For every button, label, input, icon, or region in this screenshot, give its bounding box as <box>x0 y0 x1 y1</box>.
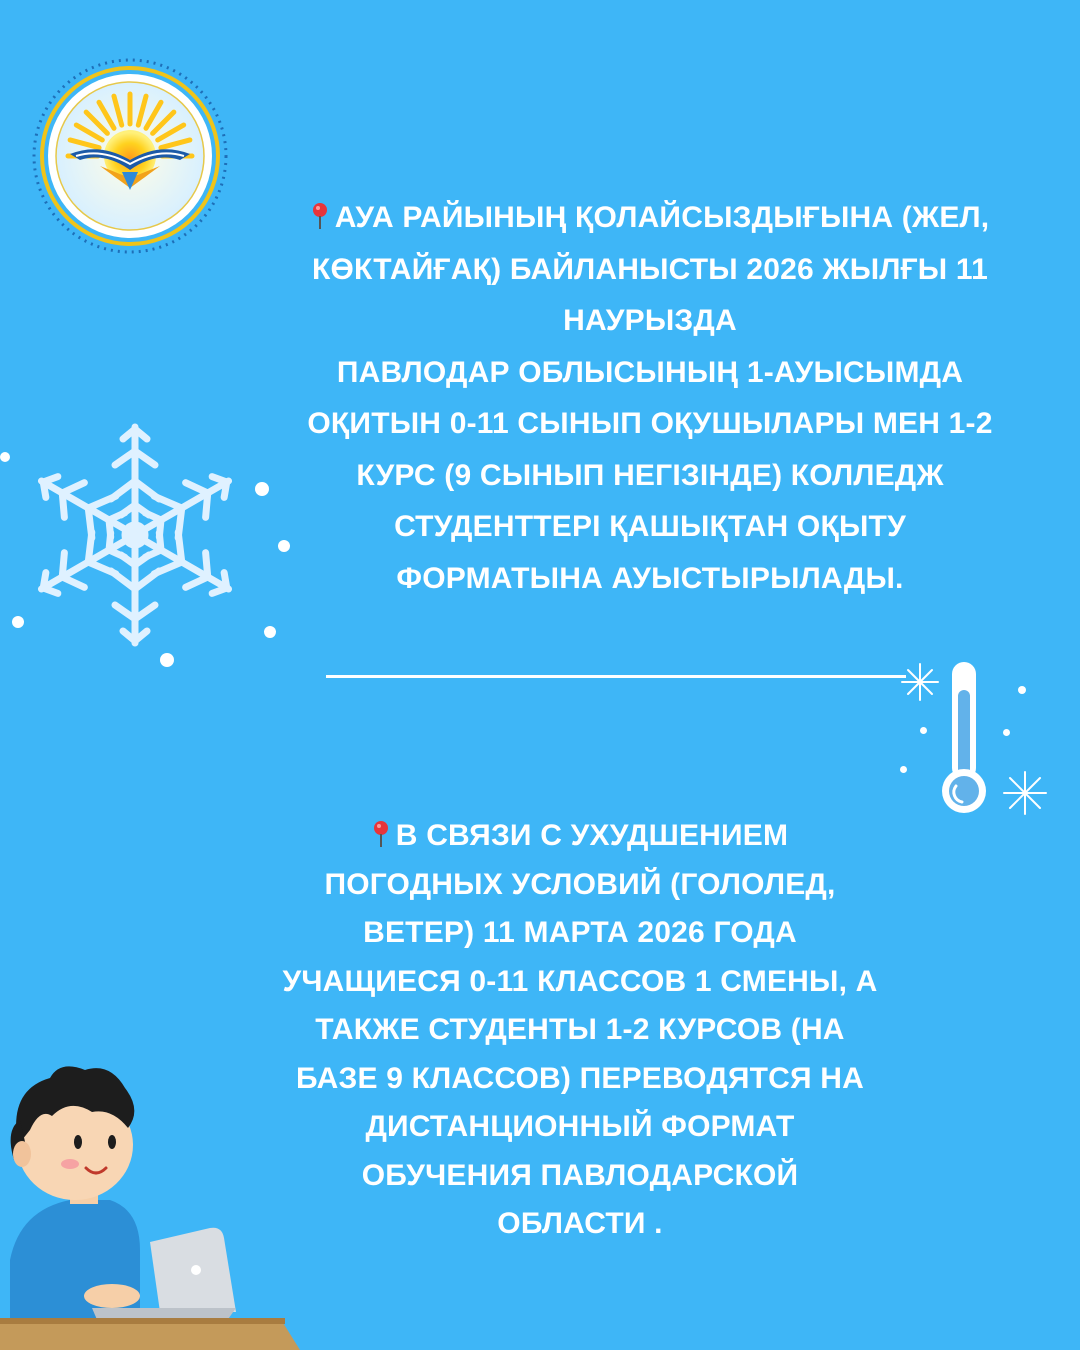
notice-line: УЧАЩИЕСЯ 0-11 КЛАССОВ 1 СМЕНЫ, А <box>282 964 878 998</box>
notice-line: ОБЛАСТИ . <box>497 1207 663 1240</box>
notice-line: КУРС (9 СЫНЫП НЕГІЗІНДЕ) КОЛЛЕДЖ <box>356 458 944 492</box>
notice-line-text: АУА РАЙЫНЫҢ ҚОЛАЙСЫЗДЫҒЫНА (ЖЕЛ, <box>334 201 990 234</box>
notice-line: ВЕТЕР) 11 МАРТА 2026 ГОДА <box>363 916 797 949</box>
notice-line <box>240 192 1060 244</box>
notice-line <box>220 812 940 861</box>
notice-line: ДИСТАНЦИОННЫЙ ФОРМАТ <box>365 1110 795 1143</box>
notice-line: ПАВЛОДАР ОБЛЫСЫНЫҢ 1-АУЫСЫМДА <box>336 355 964 389</box>
kazakh-notice <box>240 192 1060 604</box>
notice-line: ОҚИТЫН 0-11 СЫНЫП ОҚУШЫЛАРЫ МЕН 1-2 <box>307 407 993 440</box>
divider-line <box>326 675 906 678</box>
notice-line: ПОГОДНЫХ УСЛОВИЙ (ГОЛОЛЕД, <box>324 867 836 901</box>
pin-icon <box>311 202 329 230</box>
notice-line: ТАКЖЕ СТУДЕНТЫ 1-2 КУРСОВ (НА <box>315 1013 845 1046</box>
snow-dot <box>0 452 10 462</box>
snow-dot <box>264 626 276 638</box>
russian-notice <box>220 812 940 1249</box>
education-logo <box>30 56 230 256</box>
notice-line: НАУРЫЗДА <box>563 304 737 337</box>
snowflake-icon <box>10 420 260 650</box>
pin-icon <box>372 820 390 848</box>
notice-line: БАЗЕ 9 КЛАССОВ) ПЕРЕВОДЯТСЯ НА <box>295 1061 865 1095</box>
thermometer-icon <box>890 650 1060 830</box>
snow-dot <box>160 653 174 667</box>
boy-laptop-illustration <box>0 1050 300 1350</box>
notice-line: СТУДЕНТТЕРІ ҚАШЫҚТАН ОҚЫТУ <box>394 510 906 543</box>
notice-line: КӨКТАЙҒАҚ) БАЙЛАНЫСТЫ 2026 ЖЫЛҒЫ 11 <box>311 252 989 286</box>
notice-line-text: В СВЯЗИ С УХУДШЕНИЕМ <box>395 819 789 852</box>
snow-dot <box>12 616 24 628</box>
notice-line: ФОРМАТЫНА АУЫСТЫРЫЛАДЫ. <box>396 561 904 595</box>
notice-line: ОБУЧЕНИЯ ПАВЛОДАРСКОЙ <box>361 1158 799 1192</box>
